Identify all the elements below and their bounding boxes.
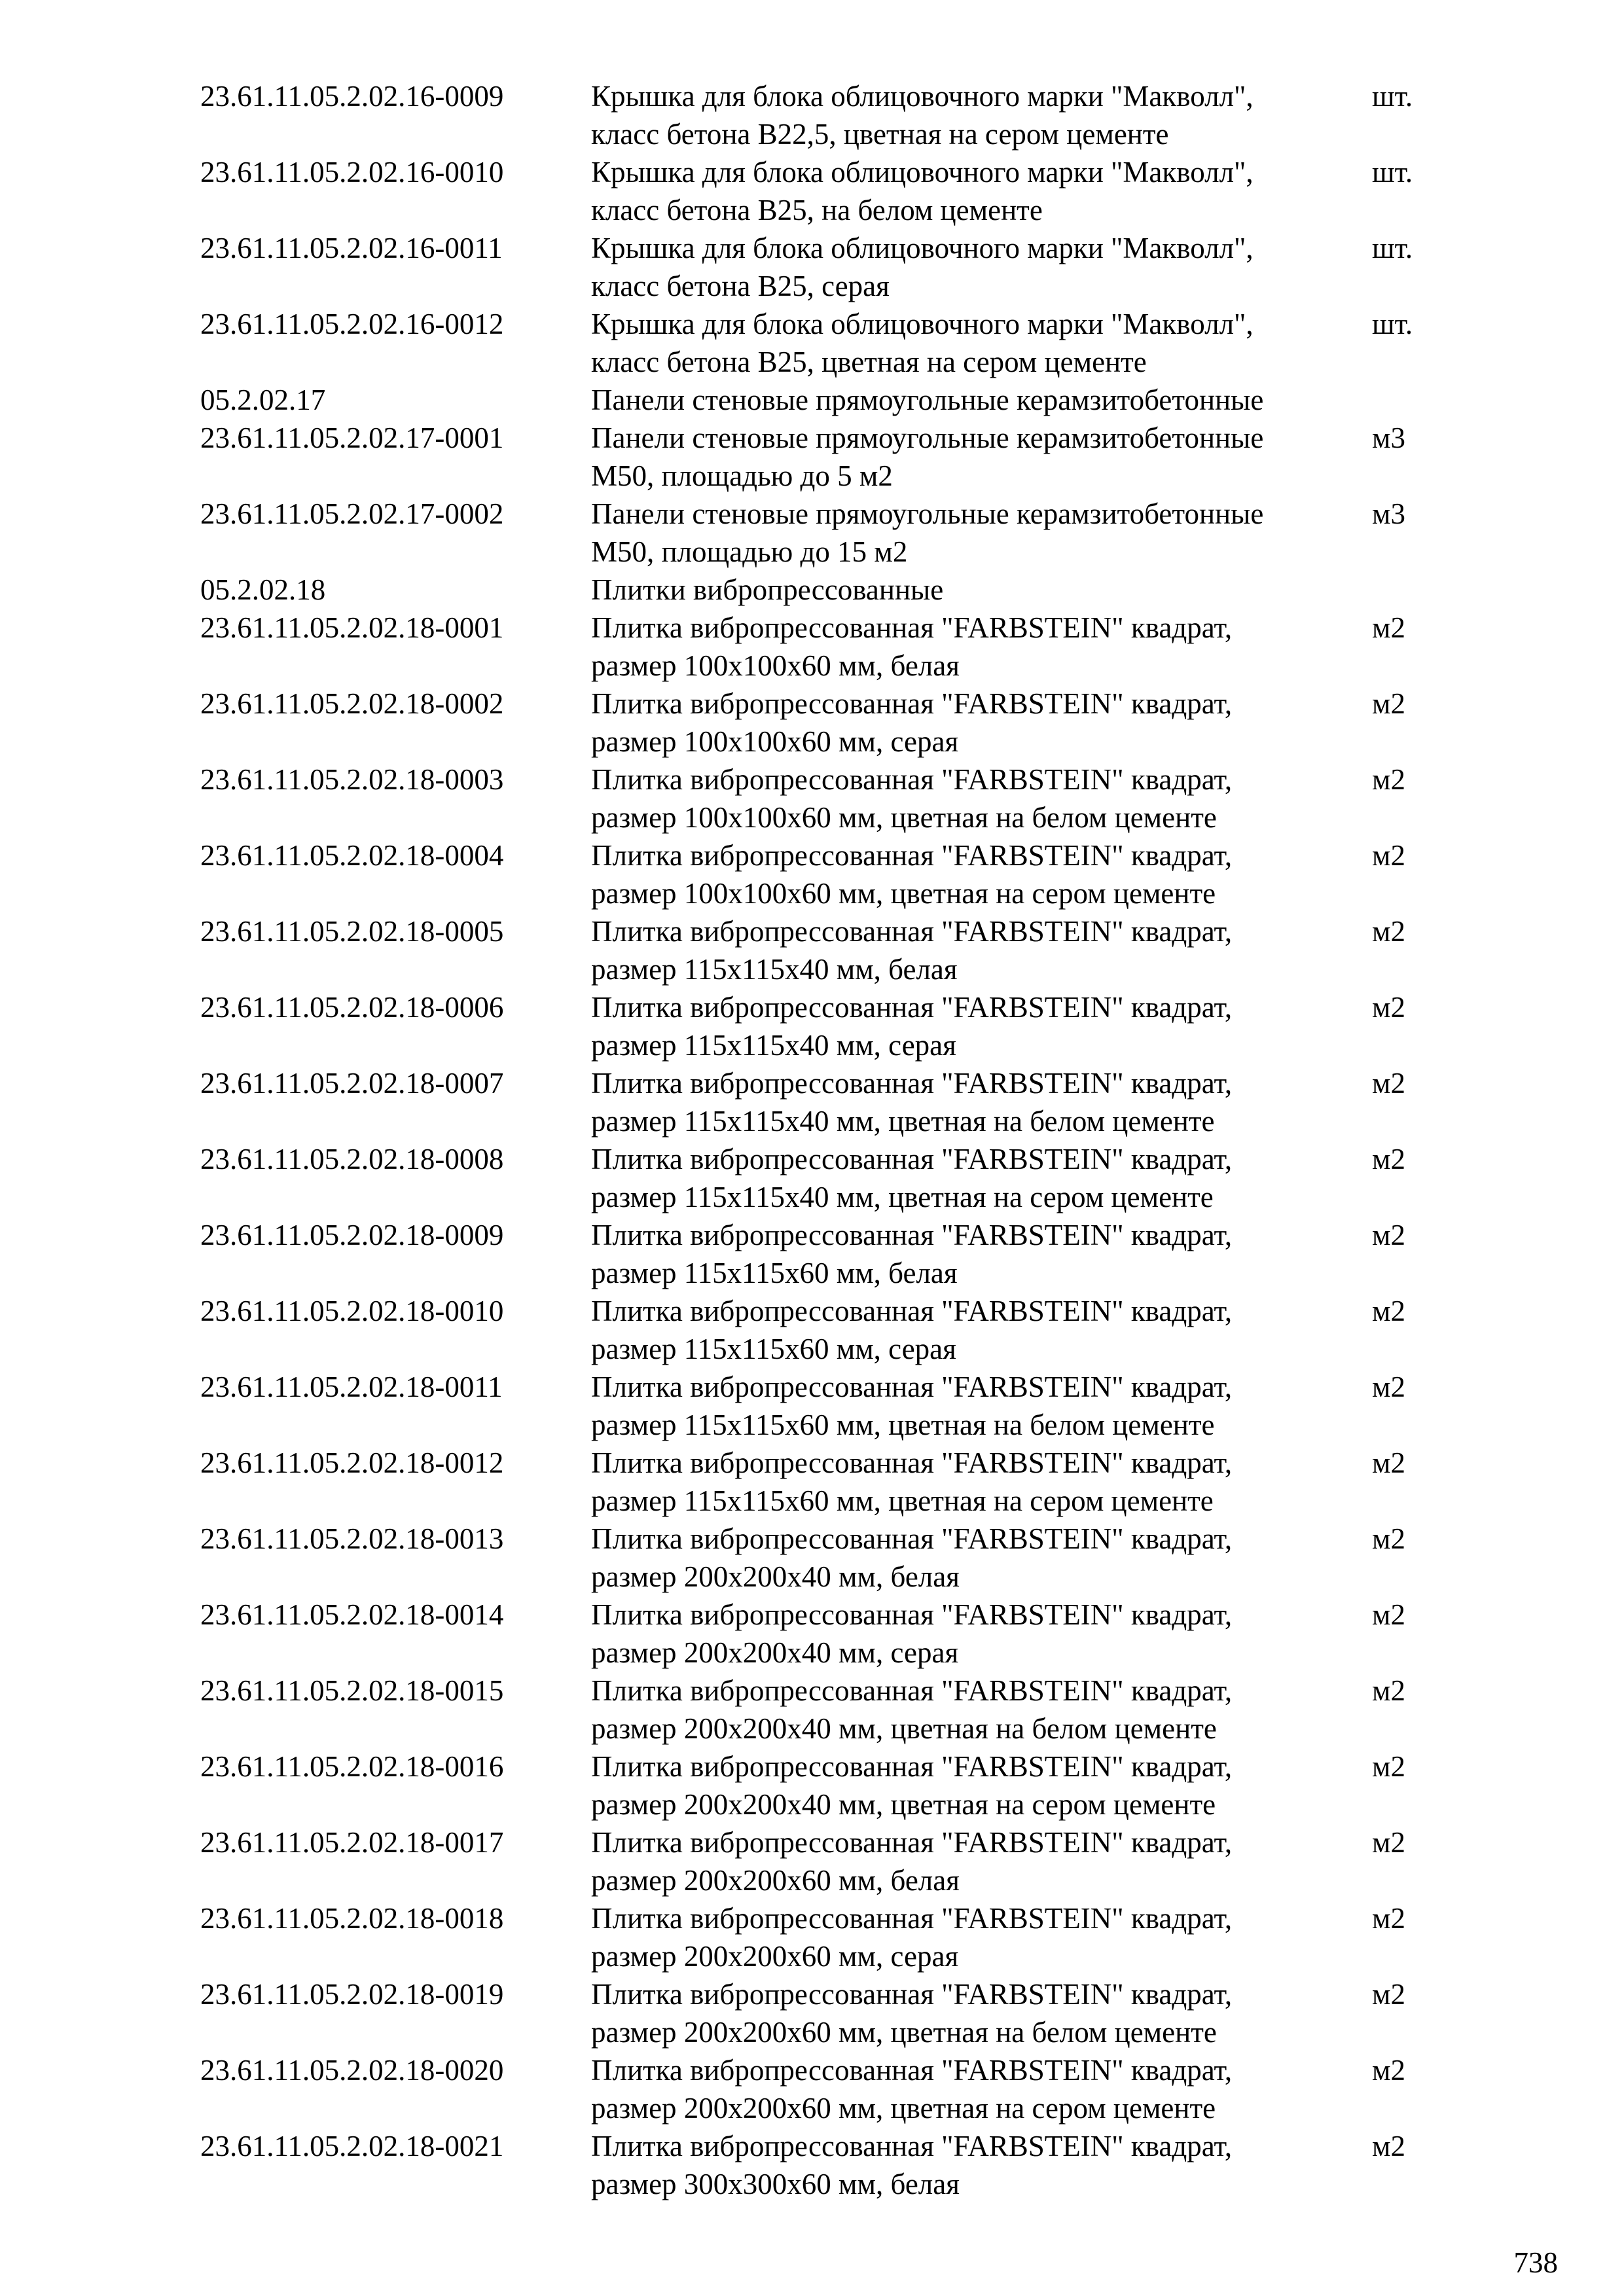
item-code: 23.61.11.05.2.02.18-0005: [200, 915, 504, 948]
table-row: [200, 836, 1496, 912]
item-code: 23.61.11.05.2.02.16-0012: [200, 308, 504, 340]
table-row: [200, 1975, 1496, 2051]
item-unit: м2: [1372, 1902, 1405, 1935]
item-unit: м2: [1372, 1446, 1405, 1479]
table-row: [200, 912, 1496, 988]
table-row: [200, 1064, 1496, 1140]
item-unit: м2: [1372, 1598, 1405, 1631]
item-unit: м2: [1372, 1750, 1405, 1783]
item-code: 23.61.11.05.2.02.16-0010: [200, 156, 504, 188]
table-row: [200, 1672, 1496, 1748]
table-row: [200, 229, 1496, 305]
item-unit: м2: [1372, 1674, 1405, 1707]
item-name: Плитка вибропрессованная "FARBSTEIN" квадрат, размер 100х100х60 мм, серая: [591, 687, 1233, 758]
item-unit: м2: [1372, 1295, 1405, 1327]
table-row: [200, 153, 1496, 229]
item-unit: м2: [1372, 1371, 1405, 1403]
item-name: Плитка вибропрессованная "FARBSTEIN" квадрат, размер 300х300х60 мм, белая: [591, 2130, 1233, 2200]
table-row: [200, 685, 1496, 761]
table-row: [200, 1444, 1496, 1520]
table-row: [200, 1292, 1496, 1368]
item-name: Плитка вибропрессованная "FARBSTEIN" квадрат, размер 115х115х40 мм, цветная на сером цементе: [591, 1143, 1233, 1213]
table-row: [200, 1368, 1496, 1444]
item-name: Крышка для блока облицовочного марки "Макволл", класс бетона В25, серая: [591, 232, 1254, 302]
item-code: 23.61.11.05.2.02.18-0018: [200, 1902, 504, 1935]
item-name: Плитка вибропрессованная "FARBSTEIN" квадрат, размер 200х200х40 мм, цветная на сером цементе: [591, 1750, 1233, 1821]
table-row: [200, 2051, 1496, 2127]
table-row: [200, 1216, 1496, 1292]
item-name: Плитка вибропрессованная "FARBSTEIN" квадрат, размер 115х115х40 мм, серая: [591, 991, 1233, 1062]
item-code: 23.61.11.05.2.02.18-0021: [200, 2130, 504, 2162]
table-row: [200, 495, 1496, 571]
item-unit: м2: [1372, 1219, 1405, 1251]
item-unit: м3: [1372, 422, 1405, 454]
item-name: Плитка вибропрессованная "FARBSTEIN" квадрат, размер 200х200х40 мм, серая: [591, 1598, 1233, 1669]
item-code: 23.61.11.05.2.02.18-0006: [200, 991, 504, 1024]
table-row: [200, 1596, 1496, 1672]
item-name: Плитка вибропрессованная "FARBSTEIN" квадрат, размер 200х200х60 мм, цветная на сером цементе: [591, 2054, 1233, 2125]
item-code: 23.61.11.05.2.02.18-0004: [200, 839, 504, 872]
item-name: Плитка вибропрессованная "FARBSTEIN" квадрат, размер 115х115х60 мм, серая: [591, 1295, 1233, 1365]
price-list-table: [200, 77, 1496, 2203]
item-unit: м2: [1372, 1826, 1405, 1859]
item-name: Плитки вибропрессованные: [591, 573, 944, 606]
page-number: 738: [1513, 2246, 1558, 2279]
item-code: 23.61.11.05.2.02.18-0012: [200, 1446, 504, 1479]
item-name: Плитка вибропрессованная "FARBSTEIN" квадрат, размер 200х200х40 мм, белая: [591, 1522, 1233, 1593]
item-code: 23.61.11.05.2.02.18-0010: [200, 1295, 504, 1327]
item-code: 23.61.11.05.2.02.18-0020: [200, 2054, 504, 2087]
item-unit: м2: [1372, 611, 1405, 644]
item-code: 23.61.11.05.2.02.18-0016: [200, 1750, 504, 1783]
item-unit: м3: [1372, 497, 1405, 530]
table-row: [200, 761, 1496, 836]
item-name: Панели стеновые прямоугольные керамзитобетонные: [591, 384, 1264, 416]
item-code: 23.61.11.05.2.02.17-0002: [200, 497, 504, 530]
item-name: Плитка вибропрессованная "FARBSTEIN" квадрат, размер 100х100х60 мм, цветная на белом цементе: [591, 763, 1233, 834]
table-row: [200, 381, 1496, 419]
item-code: 23.61.11.05.2.02.18-0008: [200, 1143, 504, 1175]
item-unit: м2: [1372, 1143, 1405, 1175]
item-name: Плитка вибропрессованная "FARBSTEIN" квадрат, размер 200х200х60 мм, белая: [591, 1826, 1233, 1897]
item-code: 23.61.11.05.2.02.16-0009: [200, 80, 504, 113]
table-row: [200, 419, 1496, 495]
table-row: [200, 77, 1496, 153]
item-code: 23.61.11.05.2.02.18-0003: [200, 763, 504, 796]
item-name: Крышка для блока облицовочного марки "Макволл", класс бетона В25, на белом цементе: [591, 156, 1254, 226]
item-code: 23.61.11.05.2.02.18-0013: [200, 1522, 504, 1555]
item-name: Плитка вибропрессованная "FARBSTEIN" квадрат, размер 200х200х60 мм, цветная на белом цементе: [591, 1978, 1233, 2049]
item-code: 23.61.11.05.2.02.18-0009: [200, 1219, 504, 1251]
item-unit: м2: [1372, 915, 1405, 948]
item-unit: м2: [1372, 839, 1405, 872]
table-row: [200, 305, 1496, 381]
item-name: Плитка вибропрессованная "FARBSTEIN" квадрат, размер 115х115х60 мм, белая: [591, 1219, 1233, 1289]
table-row: [200, 609, 1496, 685]
item-name: Плитка вибропрессованная "FARBSTEIN" квадрат, размер 100х100х60 мм, белая: [591, 611, 1233, 682]
table-row: [200, 571, 1496, 609]
item-unit: шт.: [1372, 80, 1413, 113]
item-code: 05.2.02.17: [200, 384, 326, 416]
item-name: Плитка вибропрессованная "FARBSTEIN" квадрат, размер 200х200х40 мм, цветная на белом цементе: [591, 1674, 1233, 1745]
item-unit: шт.: [1372, 156, 1413, 188]
item-code: 23.61.11.05.2.02.18-0002: [200, 687, 504, 720]
item-code: 23.61.11.05.2.02.18-0019: [200, 1978, 504, 2011]
table-row: [200, 1748, 1496, 1823]
table-row: [200, 2127, 1496, 2203]
item-name: Плитка вибропрессованная "FARBSTEIN" квадрат, размер 115х115х40 мм, цветная на белом цементе: [591, 1067, 1233, 1138]
table-row: [200, 1520, 1496, 1596]
item-unit: шт.: [1372, 308, 1413, 340]
table-row: [200, 1140, 1496, 1216]
item-name: Плитка вибропрессованная "FARBSTEIN" квадрат, размер 115х115х60 мм, цветная на сером цементе: [591, 1446, 1233, 1517]
item-name: Крышка для блока облицовочного марки "Макволл", класс бетона В22,5, цветная на сером цементе: [591, 80, 1254, 151]
item-unit: м2: [1372, 991, 1405, 1024]
item-name: Панели стеновые прямоугольные керамзитобетонные М50, площадью до 15 м2: [591, 497, 1264, 568]
table-row: [200, 988, 1496, 1064]
item-unit: шт.: [1372, 232, 1413, 264]
item-code: 23.61.11.05.2.02.18-0001: [200, 611, 504, 644]
item-unit: м2: [1372, 687, 1405, 720]
item-code: 23.61.11.05.2.02.18-0007: [200, 1067, 504, 1100]
item-unit: м2: [1372, 1067, 1405, 1100]
item-code: 23.61.11.05.2.02.18-0017: [200, 1826, 504, 1859]
table-row: [200, 1899, 1496, 1975]
table-row: [200, 1823, 1496, 1899]
item-code: 23.61.11.05.2.02.16-0011: [200, 232, 503, 264]
item-name: Крышка для блока облицовочного марки "Макволл", класс бетона В25, цветная на сером цементе: [591, 308, 1254, 378]
item-code: 23.61.11.05.2.02.18-0015: [200, 1674, 504, 1707]
item-code: 05.2.02.18: [200, 573, 326, 606]
item-unit: м2: [1372, 763, 1405, 796]
item-code: 23.61.11.05.2.02.17-0001: [200, 422, 504, 454]
item-code: 23.61.11.05.2.02.18-0014: [200, 1598, 504, 1631]
item-name: Плитка вибропрессованная "FARBSTEIN" квадрат, размер 200х200х60 мм, серая: [591, 1902, 1233, 1973]
item-unit: м2: [1372, 2130, 1405, 2162]
item-name: Панели стеновые прямоугольные керамзитобетонные М50, площадью до 5 м2: [591, 422, 1264, 492]
item-code: 23.61.11.05.2.02.18-0011: [200, 1371, 503, 1403]
item-unit: м2: [1372, 1522, 1405, 1555]
item-name: Плитка вибропрессованная "FARBSTEIN" квадрат, размер 115х115х60 мм, цветная на белом цементе: [591, 1371, 1233, 1441]
item-name: Плитка вибропрессованная "FARBSTEIN" квадрат, размер 100х100х60 мм, цветная на сером цементе: [591, 839, 1233, 910]
item-unit: м2: [1372, 1978, 1405, 2011]
item-unit: м2: [1372, 2054, 1405, 2087]
item-name: Плитка вибропрессованная "FARBSTEIN" квадрат, размер 115х115х40 мм, белая: [591, 915, 1233, 986]
